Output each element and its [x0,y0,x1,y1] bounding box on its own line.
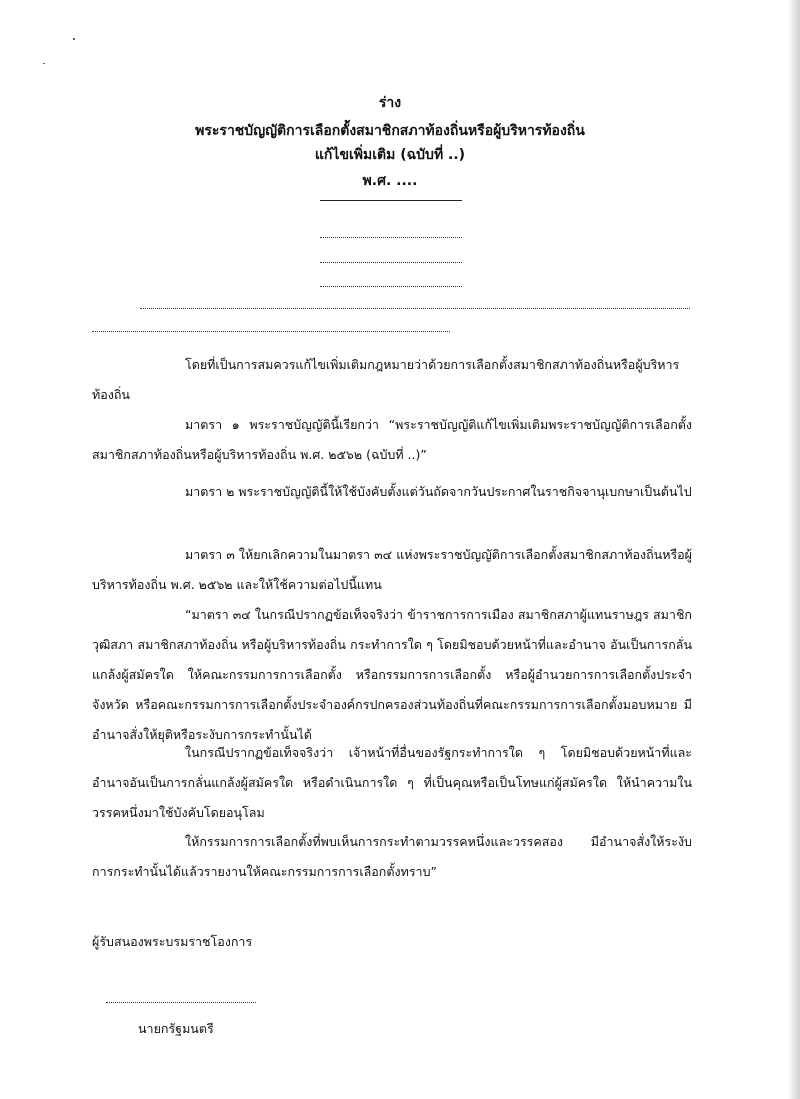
section-34-paragraph-2: ในกรณีปรากฏข้อเท็จจริงว่า เจ้าหน้าที่อื่นของรัฐกระทำการใด ๆ โดยมิชอบด้วยหน้าที่และอำนาจอันเป็นการกลั่นแกล้งผู้สมัครใด หรือดำเนินการใด ๆ ที่เป็นคุณหรือเป็นโทษแก่ผู้สมัครใด ให้นำความในวรรคหนึ่งมาใช้บังคับโดยอนุโลม [92,745,692,820]
scan-speck [43,63,45,64]
page-edge-shadow [788,0,800,1099]
countersign-label: ผู้รับสนองพระบรมราชโองการ [92,934,253,949]
document-subtitle: แก้ไขเพิ่มเติม (ฉบับที่ ..) [314,147,466,163]
section-34-paragraph-3: ให้กรรมการการเลือกตั้งที่พบเห็นการกระทำตามวรรคหนึ่งและวรรคสอง มีอำนาจสั่งให้ระงับการกระทำนั้นได้แล้วรายงานให้คณะกรรมการการเลือกตั้งทราบ” [92,834,692,879]
scan-speck [73,38,75,40]
preamble-paragraph: โดยที่เป็นการสมควรแก้ไขเพิ่มเติมกฎหมายว่าด้วยการเลือกตั้งสมาชิกสภาท้องถิ่นหรือผู้บริหารท้องถิ่น [92,357,680,402]
blank-line [320,236,462,238]
section-2-paragraph: มาตรา ๒ พระราชบัญญัตินี้ให้ใช้บังคับตั้งแต่วันถัดจากวันประกาศในราชกิจจานุเบกษาเป็นต้นไป [185,484,692,499]
prime-minister-label: นายกรัฐมนตรี [138,1021,214,1036]
blank-line [92,330,450,332]
document-year: พ.ศ. .... [362,173,418,189]
document-title: พระราชบัญญัติการเลือกตั้งสมาชิกสภาท้องถิ่นหรือผู้บริหารท้องถิ่น [195,123,585,139]
blank-line [320,261,462,263]
draft-label: ร่าง [378,95,402,111]
section-34-paragraph-1: “มาตรา ๓๔ ในกรณีปรากฏข้อเท็จจริงว่า ข้าราชการการเมือง สมาชิกสภาผู้แทนราษฎร สมาชิกวุฒิสภา สมาชิกสภาท้องถิ่น หรือผู้บริหารท้องถิ่น กระทำการใด ๆ โดยมิชอบด้วยหน้าที่และอำนาจ อันเป็นการกลั่นแกล้งผู้สมัครใด ให้คณะกรรมการการเลือกตั้ง หรือกรรมการการเลือกตั้ง หรือผู้อำนวยการการเลือกตั้งประจำจังหวัด หรือคณะกรรมการการเลือกตั้งประจำองค์กรปกครองส่วนท้องถิ่นที่คณะกรรมการการเลือกตั้งมอบหมาย มีอำนาจสั่งให้ยุติหรือระงับการกระทำนั้นได้ [92,607,692,742]
blank-line [140,307,690,309]
section-1-paragraph: มาตรา ๑ พระราชบัญญัตินี้เรียกว่า “พระราชบัญญัติแก้ไขเพิ่มเติมพระราชบัญญัติการเลือกตั้งสมาชิกสภาท้องถิ่นหรือผู้บริหารท้องถิ่น พ.ศ. ๒๕๖๒ (ฉบับที่ ..)” [92,417,692,462]
title-underline [320,200,462,201]
section-3-paragraph: มาตรา ๓ ให้ยกเลิกความในมาตรา ๓๔ แห่งพระราชบัญญัติการเลือกตั้งสมาชิกสภาท้องถิ่นหรือผู้บริหารท้องถิ่น พ.ศ. ๒๕๖๒ และให้ใช้ความต่อไปนี้แทน [92,547,692,592]
blank-line [320,285,462,287]
signature-line [106,1001,256,1003]
